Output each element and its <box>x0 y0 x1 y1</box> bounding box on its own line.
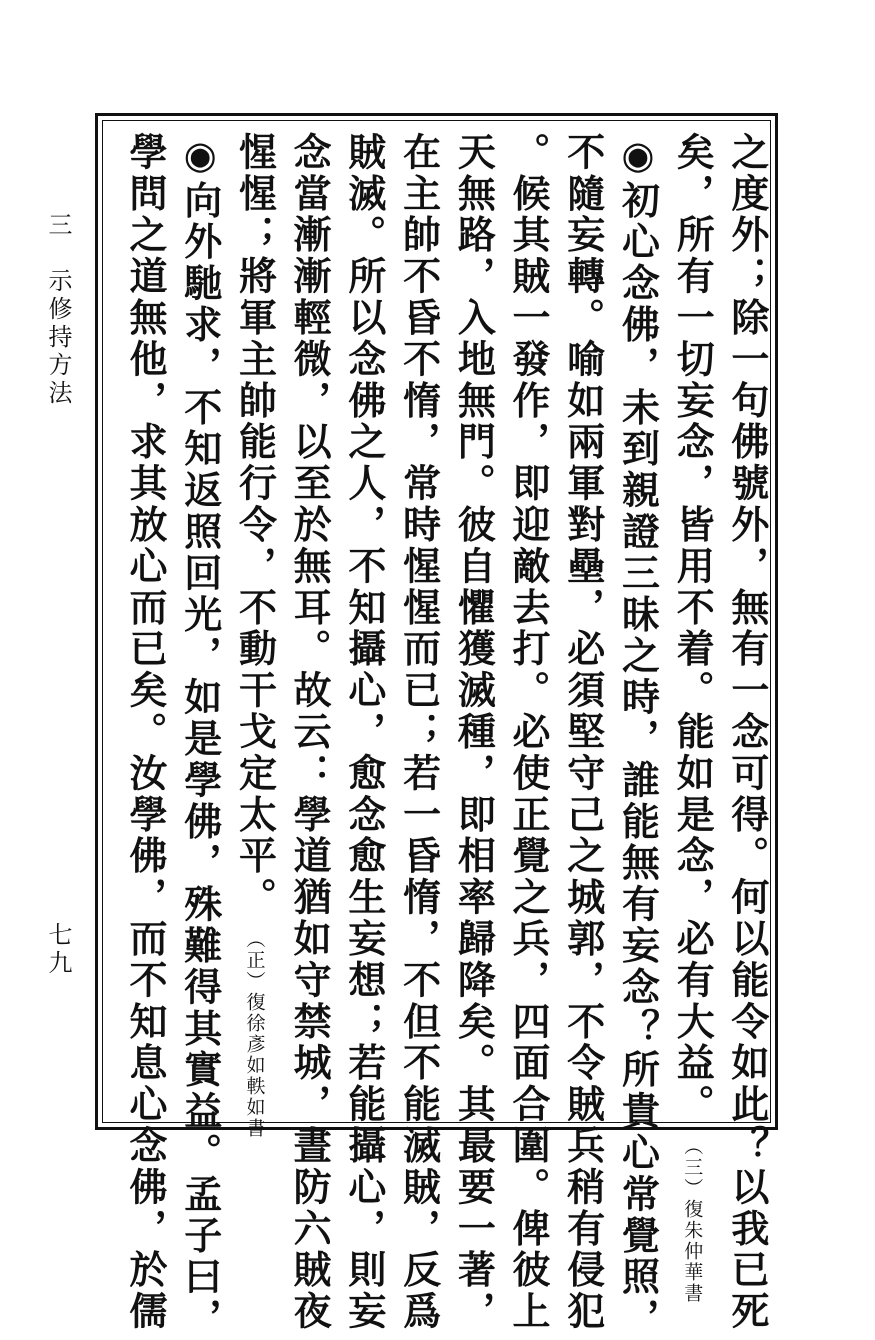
column-text: 矣，所有一切妄念，皆用不着。能如是念，必有大益。 <box>670 132 716 1126</box>
text-column <box>392 132 442 1333</box>
column-text: 。候其賊一發作，即迎敵去打。必使正覺之兵，四面合圍。俾彼上 <box>506 132 552 1333</box>
column-text: 天無路，入地無門。彼自懼獲滅種，即相率歸降矣。其最要一著， <box>451 132 497 1333</box>
column-text: 之度外；除一句佛號外，無有一念可得。何以能令如此？以我已死 <box>724 132 770 1333</box>
text-column <box>173 132 223 1340</box>
source-note: （正）復徐彥如軼如書 <box>243 928 266 1139</box>
text-column <box>446 132 497 1333</box>
vertical-text-body <box>118 132 770 1340</box>
page-number: 七九 <box>44 922 72 978</box>
text-column <box>282 132 333 1333</box>
column-text: 學問之道無他，求其放心而已矣。汝學佛，而不知息心念佛，於儒 <box>123 132 168 1333</box>
column-text: 不隨妄轉。喻如兩軍對壘，必須堅守己之城郭，不令賊兵稍有侵犯 <box>560 132 606 1333</box>
text-column <box>227 132 278 1139</box>
column-text: ◉初心念佛，未到親證三昧之時，誰能無有妄念？所貴心常覺照， <box>615 132 661 1340</box>
source-note: （三）復朱仲華書 <box>681 1135 704 1304</box>
column-text: 惺惺；將軍主帥能行令，不動干戈定太平。 <box>232 132 278 919</box>
column-text: 賊滅。所以念佛之人，不知攝心，愈念愈生妄想；若能攝心，則妄 <box>341 132 387 1333</box>
column-text: ◉向外馳求，不知返照回光，如是學佛，殊難得其實益。孟子曰， <box>177 132 223 1340</box>
column-text: 念當漸漸輕微，以至於無耳。故云：學道猶如守禁城，晝防六賊夜 <box>287 132 333 1333</box>
column-text: 在主帥不昏不惰，常時惺惺而已；若一昏惰，不但不能滅賊，反爲 <box>396 132 442 1333</box>
text-column <box>337 132 387 1333</box>
text-column <box>665 132 716 1304</box>
text-column <box>720 132 770 1333</box>
text-column <box>556 132 606 1333</box>
text-column <box>610 132 661 1340</box>
text-column <box>501 132 552 1333</box>
running-chapter-title: 三 示修持方法 <box>44 212 72 408</box>
text-column <box>118 132 168 1333</box>
